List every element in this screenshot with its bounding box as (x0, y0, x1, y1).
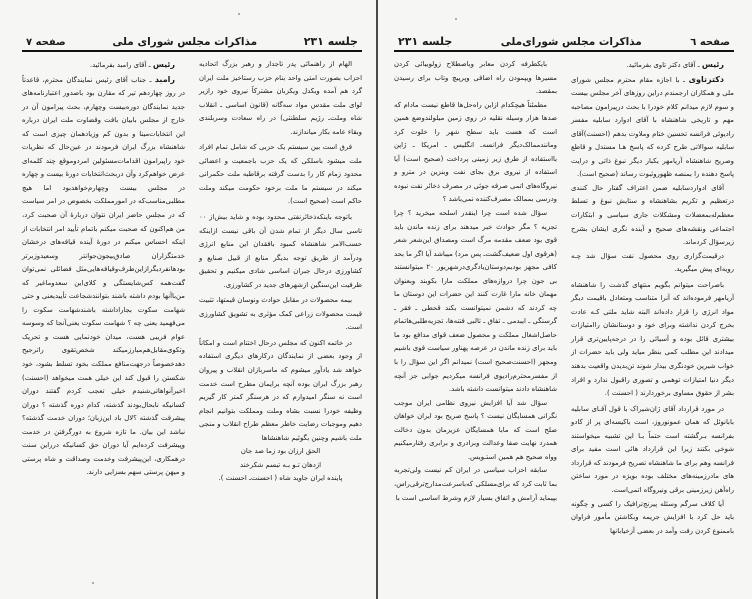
paragraph: سؤال شد آیا افزایش نیروی نظامی ایران موجب نگرانی همسایگان نیست ؟ پاسخ صریح بود ایران خواهان صلح است که مابا همسایگان عزیزمان بدون دخالت همدرد نهایت صفا وعدالت وبرادری و برابری رفتارمیکنیم وواه صحیح هم همین استـویس. (394, 398, 557, 461)
left-page-header (22, 30, 362, 52)
session-label: جلسه ۲۳۱ (398, 35, 453, 48)
page-title: مذاکرات مجلس شورای‌ملی (500, 36, 642, 48)
paragraph: سابقه احزاب سیاسی در ایران کم نیست ولی‌تجربه بما ثابت کرد که برای‌مسلکی که‌باسرعت‌مدارج‌ترقی‌راس، بپیماید آرامش و اتفاق بسیار لازم وشرط اساسی است با (394, 466, 557, 502)
paragraph: آیا کلاف سرگم وسئله پیرنج‌ترافیک را کسی و چگونه باید حل کرد با افزایش جریمه وبکاشتن مأمور فراوان باممنوع کردن رفت وآمد در بعضی آزخیابانها (571, 499, 734, 535)
paragraph: فرق است بین سیستم یک حزبی که شامل تمام افراد ملت میشود باسلکی که یک حزب باجمعیت و اعضائی محدود زمام کار را بدست گرفته برقاطبه ملت حکمرانی میکند در سیستم ما ملت برخود حکومت میکند وملت حاکم است (صحیح است). (199, 143, 362, 206)
speaker-name: دکترتاوی (688, 74, 724, 84)
paragraph: درقیمت‌گزاری روی محصول نفت سؤال شد چـه رویه‌ای پیش میگیرید. (571, 251, 734, 274)
left-page-columns (22, 58, 362, 486)
paragraph: مطمئناً هیچکدام ازاین راه‌حل‌ها قاطع نیست مادام که صدها هزار وسیله نقلیه در روی زمین میلولندوضع همین است که هست باید سطح شهر را خلوت کرد ومانندممالک‌دیگر فرانسه‌ـ انگلیس ـ امریکا ـ ژاپن بااستفاده از طرق زیر زمینی پرداخت (صحیح است) آیا استفاده از نیروی برق بجای نفت وبنزین در مترو و نیروگاه‌های اتمی صرفه جوئی در مصرف ذخائر نفت نبوده ودرسی بممالک مصرف‌کننده نمی‌باشد ؟ (393, 100, 557, 204)
scan-speck (455, 18, 457, 20)
paragraph: باتوجه باینکه‌ذخائرنفتی محدود بوده و شاید بیش‌از ۰۰ تاسی سال دیگر از تمام شدن آن باقی نیست ازاینکه حسب‌الامر شاهنشاه کمبود بافقدان این منابع انرژی ودرآمد از طریق توجه بدیگر منابع از قبیل صنایع و کشاورزی درحال جبران اساسی شادی میکنیم و تحقیق ظرفیت این‌سنگین ازشهرهای جدید در کشاورزی. (199, 213, 362, 289)
column-right (199, 58, 362, 486)
column-right (571, 58, 734, 538)
speaker-name: رئیس (701, 60, 724, 69)
closing-line: پاینده ایران جاوید شاه ( احسنت‌ـ احسنت ). (218, 474, 343, 483)
paragraph: سؤال شده است چرا اینقدر اسلحه میخرید ؟ چرا تجزیه ؟ مگر حوادث خبر میدهند برای زنده ماندن باید قوی بود ضعف مقدمه مرگ است ومصداق این‌شعر شعر (هرقوی اول ضعیف‌گشت‌ـ پس مرد) میباشد آیا اگر ما بحد کافی مجهز بودیم‌دوستان‌یادگری‌درشهریور ۲۰ میتوانستند بی جون چرا دروازه‌های مملکت مارا بکوبند وبعنوان مهمان خانه مارا غارت کنند این حضرات این دوستان ما چه کردند که دشمن نمیتوانست بکند قحطی ـ فقر ـ گرسنگی ـ ایبدمی ـ تفاق ـ تالبی فتنه‌ها، تجزیه‌طلبی‌هاتمام حاصل‌اشغال مملکت و محصول ضعف قوای مدافع بود ما باید برای زنده ماندن در عرصه پهناور سیاست قوی باشیم ومجهز (احسنت‌صحیح است) نمیدانم اگر این سؤال را با از مفسرمحترم‌رادیوی فرانسه میکردیم جوابی جز آنچه شاهنشاه دادند میتوانست داشته باشد. (394, 209, 558, 394)
page-number: صفحه ۷ (26, 37, 66, 48)
speech-text: ـ آقای دکتر تاوی بفرمائید. (626, 61, 700, 69)
speaker-line (571, 73, 734, 182)
speaker-line (571, 58, 734, 73)
speech-text: ـ با اجازه مقام محترم مجلس شورای ملی و همکاران ارجمندم دراین روزهای آخر مجلس بیست و سوم لازم میدانم کلام خودرا با بحث درپیرامون مصاحبه مهم و تاریخی شاهنشاه با آقای ادوارد سابلیه مفسر رادیوئی فرانسه تحسین ختام وملاوت بدهم (احسنت)آقای سابلیه سوالاتی طرح کرده که پاسخ هـا مستدل و قاطع وصریح شاهنشاه آریامهر یکبار دیگر نبوغ ذاتی و درایت پاسخ دهنده را بمنصه ظهوروثبوت رساند (صحیح است). (571, 75, 734, 179)
speaker-name: رئیس (152, 60, 175, 69)
right-page-columns (394, 58, 734, 538)
session-label: جلسه ۲۳۱ (303, 35, 358, 48)
verse-line: الحق ارزان بود زما صد جان (240, 447, 321, 456)
verse-line: ازدهان تـو بـه تبسم شکرخند (239, 460, 322, 469)
paragraph: الهام از راهنمائی پدر تاجدار و رهبر بزرگ اتحادیه احزاب بصورت امتی واحد بنام حزب رستاخیز ملت ایران گرد هم آمده ویکدل ویکزبان مشترکاً نیروی خود رازیر لوای ملت مقدس مواد سه‌گانه (قانون اساسی ـ انقلاب شاه وملت‌ـ رژیم سلطنتی) در راه سعادت وسربلندی وبقاء عامه بکار میاندازند. (199, 60, 362, 136)
speech-text: ـ جناب آقای رئیس نمایندگان محترم، قاعدتاً در روز چهاردهم تیر که مقارن بود باصدور اعتبارنامه‌های جدید نمایندگان دوره‌بیست وچهارم، بحث پیرامون آن در خارج از مجلس بابیان بافت وقضاوت ملت ایران درباره این انتخابات‌مینا و بدون کم وزیادهمان چیزی است که شاهنشاه بزرگ ایران فرمودند در عین‌حال که نظریات خود راپیرامون اقدامات‌مسئولین امردوموقع چند کلمه‌ای عرض خواهم‌کرد وآن دربحث‌انتخابات دورۀ بیست و چهاره در مجلس بیست وچهارم‌خواهدبود اما هیچ مطلبی‌مناسب‌که در امورمملکت بخصوص در امر سیاست که در مجلس حاضر ایران نتوان دربارۀ آن صحبت کرد، من هم‌اکنون که صحبت میکنم باتمام تأیید امر انتخابات از اینکه احساس میکنم در دورۀ آینده قیافه‌های درخشان خدمتگزاران صادق‌بیجون‌جوانتر وسعیدوزبرتر بودها‌نفردیگرازاین‌طرف‌وقیافه‌هایی‌مثل فضائلی نمی‌توان گفت‌همه کس‌شایستگی و کلای‌این سعدوماغیر که من‌باآنها بودم داشته باشند بتوانندشجاعت تأییدیعنی و حتی شهامت سکوت بجاراداشته باشندشهامت سکوت را می‌فهمید یعنی چه ؟ شهامت سکوت یعنی‌آنجا که وسوسه عوام فریبی هست، میدان خودنمایی هست و تحریک وتکوی‌مقابل‌هم‌مبارزمیکند شخص‌تقوی راترجیح دهدخصوصاً درجهت‌منافع مملکت بخود تسلط بشود، خود شکستن را قبول کند این خیلی همت میخواهد (احسنت) اخیرآنواهاتی‌شنیدم خیلی تعجب کردم گفتند دوران کسانیکه نابحال‌بودند گذشته، کدام دوره گذشته ؟ دوران پیشرفت گذشته ؟لال باد این‌زبان؛ دوران خدمت گذشته؟ نباشد این بیان. ما تازه شروع به دورگرفتن در خدمت وپیشرفت کرده‌ایم آیا دوران حق کسانیکه درراین سنت درهمکاری، این‌پیشرفت وخدمت وصداقت و شاه پرستی و میهن پرستی سهم بسزایی دارند. (22, 75, 185, 477)
paragraph: در مورد قرارداد آقای ژان‌شیراک با قول آقـای سابلیه بابانوئل که همان عمونوروز، است باکیسه‌ای پر از کادو بفرانسه بـرگشته است حتماً بـا این تشبیه میخواستند شوخی بکنند زیرا این قرارداد هائی است مفید برای فرانسه وهم برای ما شاهنشاه تصریح فرمودند که قرارداد های مادرزمینه‌های مختلف بوده بویژه در مورد ساختن راه‌آهن زیرزمینی برقی ونیروگاه اتمی‌است. (571, 404, 734, 494)
page-number: صفحه ٦ (690, 37, 730, 48)
speaker-line (22, 58, 185, 73)
column-left (22, 58, 185, 486)
paragraph: باصراحت میتوانم بگویم منتهای گذشت را شاهنشاه آریامهر فرموده‌اند که آنرا متناسب ومتعادل باقیمت دیگر مواد انرژی را قرار داده‌اند البته شاید ملتی کـه عادت بخرج کردن نداشته وبرای خود و دوستانشان راامتیازات بیشتری قائل بوده و آسیائی را در درجه‌پایین‌تری قرار میدادند این مطلب کمی بنظر میاید ولی باید حضرات از خواب شیرین خودنگری بیدار شوند تن‌بدیدن واقعیت بدهند دیگر دنیا امتیازات توهمی و تصوری راقبول ندارد و افراد بشر از حقوق مساوی برخوردارند ( احسنت ). (571, 280, 734, 398)
column-left (394, 58, 557, 538)
scan-speck (92, 582, 94, 584)
paragraph: بایکطرفه کردن معابر وباصطلاح زولوبیائی کردن مسیرها ویپمودن راه اضافی وپرپیچ وتاب برای رسیدن بمقصد. (394, 60, 557, 96)
speaker-name: رامبد (154, 74, 175, 84)
speaker-line (22, 73, 185, 480)
paragraph: در خاتمه اکنون که مجلس درحال اختتام است و امکاناً از وجود بعضی از نمایندگان درکارهای دیگری استفاده خواهد شد یادآور میشوم که ماسربازان انقلاب و پیروان رهبر بزرگ ایران بوده آنچه برایمان مطرح است خدمت است نه سنگر امیدوارم که در هرسنگر کمتر کار گیریم وظیفه خودرا نسبت بشاه وملت ومملکت بتوانیم انجام دهیم وموجبات رضایت خاطر معظم طراح انقلاب و منجی ملت باشیم وچنین بگوئیم شاهنشاها (199, 338, 362, 442)
right-page-header (394, 30, 734, 52)
right-page (376, 0, 752, 599)
paragraph: آقای ادواردسابلیه ضمن اعتراف گفتار حال کنندی درتعظیم و تکریم بشاهنشاه و ستایش نبوغ و تسلط معظم‌له‌بمعضلات ومشکلات جاری سیاسی و ابتکارات اجتماعی ونقشه‌های صحیح و آینده نگری ایشان بشرح زیرسؤال کردماند. (571, 183, 734, 247)
paragraph: بیمه محصولات در مقابل حوادث ونوسان قیمتها، تثبیت قیمت محصولات زراعی کمک مؤثری به تشویق کشاورزی است. (199, 296, 362, 332)
speech-text: ـ آقای رامبد بفرمائید. (89, 61, 151, 69)
scan-speck (238, 13, 240, 15)
page-title: مذاکرات مجلس شورای ملی (112, 36, 258, 48)
page-gutter (376, 0, 378, 599)
